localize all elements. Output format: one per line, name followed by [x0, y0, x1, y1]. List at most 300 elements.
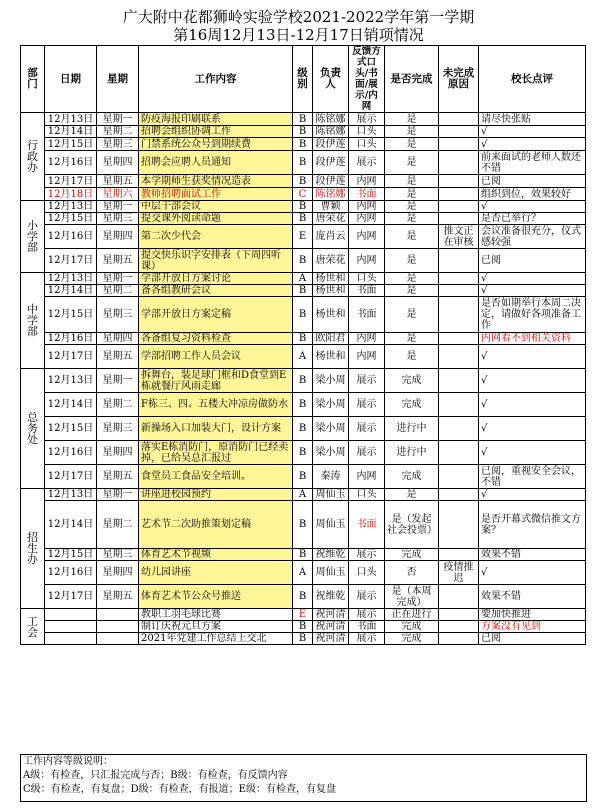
cell-date: 12月16日: [45, 561, 97, 585]
cell-level: B: [293, 113, 313, 126]
table-row: [21, 225, 586, 249]
cell-feedback: 展示: [349, 417, 385, 441]
cell-weekday: 星期二: [97, 126, 139, 138]
cell-content: 备各组教研会议: [139, 285, 293, 297]
cell-owner: 杨世和: [313, 345, 349, 369]
cell-content: 各备组复习资料检查: [139, 333, 293, 345]
cell-done: 进行中: [385, 441, 439, 465]
cell-comment: √: [479, 285, 586, 297]
cell-owner: 祝维乾: [313, 585, 349, 609]
cell-level: B: [293, 126, 313, 138]
table-row: [21, 561, 586, 585]
cell-owner: 梁小周: [313, 393, 349, 417]
cell-weekday: 星期四: [97, 151, 139, 175]
table-row: [21, 175, 586, 188]
cell-reason: [439, 249, 479, 273]
cell-owner: 段伊莲: [313, 151, 349, 175]
cell-done: 是: [385, 151, 439, 175]
cell-weekday: 星期五: [97, 465, 139, 489]
cell-weekday: 星期五: [97, 345, 139, 369]
cell-comment: 效果不错: [479, 549, 586, 561]
cell-weekday: [97, 609, 139, 621]
cell-feedback: 口头: [349, 138, 385, 151]
cell-done: 完成: [385, 549, 439, 561]
cell-feedback: 展示: [349, 609, 385, 621]
cell-date: 12月17日: [45, 345, 97, 369]
table-row: [21, 609, 586, 621]
cell-done: 是: [385, 201, 439, 213]
cell-level: B: [293, 393, 313, 417]
cell-date: 12月17日: [45, 585, 97, 609]
cell-content: 提交快乐识字安排表（下周四听课）: [139, 249, 293, 273]
cell-comment: √: [479, 201, 586, 213]
table-row: [21, 297, 586, 333]
cell-content: 门禁系统公众号到期续费: [139, 138, 293, 151]
cell-feedback: 展示: [349, 633, 385, 645]
cell-level: E: [293, 225, 313, 249]
cell-content: 制订庆祝元旦方案: [139, 621, 293, 633]
cell-reason: [439, 285, 479, 297]
cell-feedback: 内网: [349, 201, 385, 213]
notes-line-1: 工作内容等级说明：: [23, 756, 113, 767]
cell-done: 是: [385, 285, 439, 297]
cell-feedback: 展示: [349, 113, 385, 126]
cell-reason: [439, 188, 479, 201]
cell-done: 完成: [385, 369, 439, 393]
cell-owner: 梁小周: [313, 417, 349, 441]
cell-weekday: 星期二: [97, 285, 139, 297]
cell-date: 12月15日: [45, 213, 97, 225]
cell-weekday: 星期二: [97, 501, 139, 549]
cell-content: 体育艺术节公众号推送: [139, 585, 293, 609]
table-row: [21, 621, 586, 633]
cell-feedback: 展示: [349, 151, 385, 175]
cell-comment: √: [479, 138, 586, 151]
cell-weekday: 星期二: [97, 393, 139, 417]
cell-level: A: [293, 273, 313, 285]
cell-done: 是: [385, 333, 439, 345]
cell-done: 是: [385, 273, 439, 285]
cell-owner: 段伊莲: [313, 138, 349, 151]
cell-comment: 会议准备很充分，仪式感较强: [479, 225, 586, 249]
cell-comment: 方案没有见到: [479, 621, 586, 633]
cell-done: 完成: [385, 621, 439, 633]
cell-owner: 周仙玉: [313, 489, 349, 501]
table-row: [21, 633, 586, 645]
cell-owner: 杨世和: [313, 285, 349, 297]
cell-comment: 请尽快张贴: [479, 113, 586, 126]
cell-comment: 内网看不到相关资料: [479, 333, 586, 345]
cell-content: 防疫海报印刷联系: [139, 113, 293, 126]
cell-owner: 陈铭娜: [313, 126, 349, 138]
cell-date: 12月17日: [45, 175, 97, 188]
cell-date: 12月17日: [45, 249, 97, 273]
cell-comment: √: [479, 273, 586, 285]
table-row: [21, 393, 586, 417]
cell-feedback: 内网: [349, 249, 385, 273]
cell-level: A: [293, 345, 313, 369]
cell-feedback: 展示: [349, 393, 385, 417]
dept-cell: 工会: [21, 609, 45, 645]
cell-weekday: 星期一: [97, 113, 139, 126]
cell-comment: 前来面试的老师人数还不错: [479, 151, 586, 175]
header-level: 级别: [293, 46, 313, 113]
cell-date: 12月16日: [45, 151, 97, 175]
cell-date: 12月16日: [45, 333, 97, 345]
cell-owner: 曹颖: [313, 201, 349, 213]
dept-cell: 总务处: [21, 369, 45, 489]
cell-comment: 已阅: [479, 633, 586, 645]
cell-feedback: 书面: [349, 297, 385, 333]
cell-comment: 已阅: [479, 249, 586, 273]
cell-date: 12月13日: [45, 113, 97, 126]
cell-feedback: 展示: [349, 549, 385, 561]
header-reason: 未完成原因: [439, 46, 479, 113]
cell-reason: [439, 126, 479, 138]
header-content: 工作内容: [139, 46, 293, 113]
header-feedback: 反馈方式口头/书面/展示/内网: [349, 46, 385, 113]
cell-reason: [439, 333, 479, 345]
cell-content: 幼儿园讲座: [139, 561, 293, 585]
cell-done: 是: [385, 138, 439, 151]
cell-comment: √: [479, 345, 586, 369]
cell-done: 是（本周完成）: [385, 585, 439, 609]
cell-weekday: 星期三: [97, 297, 139, 333]
cell-level: B: [293, 621, 313, 633]
cell-level: B: [293, 417, 313, 441]
cell-weekday: 星期一: [97, 201, 139, 213]
table-row: [21, 549, 586, 561]
cell-weekday: 星期四: [97, 441, 139, 465]
table-row: [21, 113, 586, 126]
cell-owner: 陈铭娜: [313, 113, 349, 126]
cell-owner: 祝河清: [313, 633, 349, 645]
cell-feedback: 内网: [349, 213, 385, 225]
cell-level: E: [293, 609, 313, 621]
cell-comment: 已阅，重视安全会议，不错: [479, 465, 586, 489]
table-row: [21, 585, 586, 609]
cell-reason: [439, 549, 479, 561]
cell-owner: 欧阳君: [313, 333, 349, 345]
cell-reason: [439, 609, 479, 621]
cell-reason: [439, 138, 479, 151]
cell-content: 新操场入口加装大门，设计方案: [139, 417, 293, 441]
cell-reason: [439, 489, 479, 501]
cell-date: 12月14日: [45, 126, 97, 138]
cell-content: 中层干部会议: [139, 201, 293, 213]
cell-feedback: 展示: [349, 585, 385, 609]
cell-level: B: [293, 585, 313, 609]
table-row: [21, 151, 586, 175]
cell-feedback: 内网: [349, 225, 385, 249]
table-row: [21, 441, 586, 465]
cell-date: 12月13日: [45, 369, 97, 393]
cell-comment: 组织到位，效果较好: [479, 188, 586, 201]
header-row: [21, 46, 586, 113]
cell-weekday: 星期一: [97, 489, 139, 501]
cell-level: B: [293, 501, 313, 549]
cell-date: [45, 609, 97, 621]
cell-content: 本学期师生获奖情况造表: [139, 175, 293, 188]
cell-level: B: [293, 297, 313, 333]
table-row: [21, 249, 586, 273]
cell-reason: [439, 501, 479, 549]
cell-comment: √: [479, 393, 586, 417]
cell-feedback: 书面: [349, 285, 385, 297]
notes-line-3: C级：有检查，有复盘；D级：有检查，有报道；E级：有检查，有复盘: [23, 784, 336, 795]
cell-reason: [439, 633, 479, 645]
cell-date: 12月15日: [45, 138, 97, 151]
cell-content: 2021年党建工作总结上交北: [139, 633, 293, 645]
table-row: [21, 273, 586, 285]
cell-level: B: [293, 175, 313, 188]
cell-reason: [439, 113, 479, 126]
cell-date: 12月13日: [45, 201, 97, 213]
cell-content: 招聘会组织协调工作: [139, 126, 293, 138]
cell-done: 是: [385, 225, 439, 249]
cell-reason: 疫情推迟: [439, 561, 479, 585]
table-body: [21, 113, 586, 645]
cell-content: 体育艺术节视频: [139, 549, 293, 561]
cell-content: 招聘会应聘人员通知: [139, 151, 293, 175]
header-owner: 负责人: [313, 46, 349, 113]
cell-weekday: 星期三: [97, 417, 139, 441]
table-row: [21, 138, 586, 151]
table-row: [21, 501, 586, 549]
cell-date: 12月14日: [45, 285, 97, 297]
cell-level: B: [293, 138, 313, 151]
cell-reason: [439, 369, 479, 393]
cell-done: 完成: [385, 393, 439, 417]
cell-reason: [439, 417, 479, 441]
cell-level: B: [293, 213, 313, 225]
cell-done: 是: [385, 489, 439, 501]
cell-reason: [439, 151, 479, 175]
cell-done: 是: [385, 113, 439, 126]
cell-weekday: 星期一: [97, 369, 139, 393]
cell-date: 12月14日: [45, 501, 97, 549]
cell-content: 学部开放日方案定稿: [139, 297, 293, 333]
cell-weekday: 星期六: [97, 188, 139, 201]
cell-feedback: 内网: [349, 345, 385, 369]
cell-level: A: [293, 489, 313, 501]
cell-done: 是: [385, 249, 439, 273]
table-row: [21, 188, 586, 201]
cell-done: 是: [385, 126, 439, 138]
cell-level: B: [293, 285, 313, 297]
table-row: [21, 489, 586, 501]
cell-level: B: [293, 633, 313, 645]
cell-reason: [439, 213, 479, 225]
cell-comment: √: [479, 417, 586, 441]
cell-comment: 是否如期举行本周二决定，请做好各项准备工作: [479, 297, 586, 333]
cell-owner: 祝河清: [313, 621, 349, 633]
cell-content: 提交课外阅读命题: [139, 213, 293, 225]
cell-date: 12月13日: [45, 489, 97, 501]
cell-feedback: 口头: [349, 126, 385, 138]
cell-owner: 秦涛: [313, 465, 349, 489]
cell-content: 教师招聘面试工作: [139, 188, 293, 201]
table-row: [21, 126, 586, 138]
cell-owner: 周仙玉: [313, 561, 349, 585]
table-row: [21, 285, 586, 297]
cell-comment: 已阅: [479, 175, 586, 188]
cell-content: F栋三、四、五楼大冲凉房做防水: [139, 393, 293, 417]
dept-cell: 行政办: [21, 113, 45, 201]
cell-comment: 是否开幕式微信推文方案？: [479, 501, 586, 549]
header-date: 日期: [45, 46, 97, 113]
cell-done: 完成: [385, 465, 439, 489]
cell-owner: 周仙玉: [313, 501, 349, 549]
cell-done: 否: [385, 561, 439, 585]
cell-date: 12月15日: [45, 549, 97, 561]
cell-comment: √: [479, 561, 586, 585]
cell-content: 食堂员工食品安全培训。: [139, 465, 293, 489]
header-dept: 部门: [21, 46, 45, 113]
cell-owner: 祝河清: [313, 609, 349, 621]
cell-level: B: [293, 441, 313, 465]
cell-weekday: 星期四: [97, 561, 139, 585]
cell-reason: 推文正在审核: [439, 225, 479, 249]
cell-comment: √: [479, 126, 586, 138]
cell-weekday: 星期三: [97, 213, 139, 225]
cell-comment: √: [479, 441, 586, 465]
cell-done: 进行中: [385, 417, 439, 441]
cell-weekday: 星期四: [97, 225, 139, 249]
cell-owner: 梁小周: [313, 441, 349, 465]
cell-done: 是: [385, 213, 439, 225]
cell-weekday: 星期三: [97, 549, 139, 561]
cell-reason: [439, 297, 479, 333]
cell-reason: [439, 175, 479, 188]
table-row: [21, 345, 586, 369]
table-row: [21, 369, 586, 393]
cell-date: 12月15日: [45, 297, 97, 333]
cell-date: [45, 633, 97, 645]
cell-date: 12月15日: [45, 417, 97, 441]
cell-feedback: 书面: [349, 501, 385, 549]
cell-feedback: 内网: [349, 465, 385, 489]
cell-date: 12月17日: [45, 465, 97, 489]
cell-feedback: 口头: [349, 561, 385, 585]
header-done: 是否完成: [385, 46, 439, 113]
table-row: [21, 333, 586, 345]
cell-reason: [439, 345, 479, 369]
cell-reason: [439, 201, 479, 213]
cell-owner: 陈铭娜: [313, 188, 349, 201]
title-line-2: 第16周12月13日-12月17日销项情况: [173, 26, 424, 44]
cell-date: 12月14日: [45, 393, 97, 417]
cell-level: B: [293, 465, 313, 489]
cell-content: 第二次少代会: [139, 225, 293, 249]
cell-feedback: 书面: [349, 188, 385, 201]
cell-weekday: [97, 621, 139, 633]
cell-weekday: 星期五: [97, 585, 139, 609]
cell-level: A: [293, 561, 313, 585]
cell-reason: [439, 465, 479, 489]
cell-date: 12月16日: [45, 441, 97, 465]
header-comment: 校长点评: [479, 46, 586, 113]
cell-level: B: [293, 151, 313, 175]
cell-reason: [439, 441, 479, 465]
work-table: [20, 45, 586, 645]
cell-done: 是: [385, 345, 439, 369]
cell-owner: 杨世和: [313, 297, 349, 333]
cell-level: C: [293, 188, 313, 201]
cell-feedback: 内网: [349, 175, 385, 188]
cell-content: 学部招聘工作人员会议: [139, 345, 293, 369]
cell-owner: 段伊莲: [313, 175, 349, 188]
header-weekday: 星期: [97, 46, 139, 113]
cell-feedback: 内网: [349, 333, 385, 345]
cell-content: 落实E栋消防门，原消防门已经卖掉，已给吴总汇报过: [139, 441, 293, 465]
cell-content: 学部开放日方案讨论: [139, 273, 293, 285]
dept-cell: 小学部: [21, 201, 45, 273]
cell-feedback: 展示: [349, 441, 385, 465]
cell-weekday: 星期五: [97, 249, 139, 273]
cell-comment: 要加快推进: [479, 609, 586, 621]
document-title: [0, 0, 597, 44]
cell-weekday: [97, 633, 139, 645]
cell-owner: 梁小周: [313, 369, 349, 393]
table-row: [21, 201, 586, 213]
cell-comment: 是否已举行？: [479, 213, 586, 225]
cell-reason: [439, 393, 479, 417]
cell-done: 完成: [385, 633, 439, 645]
table-row: [21, 213, 586, 225]
table-row: [21, 417, 586, 441]
level-notes: [20, 754, 587, 802]
cell-done: 是（发起社会投票）: [385, 501, 439, 549]
cell-level: B: [293, 369, 313, 393]
cell-date: 12月18日: [45, 188, 97, 201]
cell-comment: √: [479, 369, 586, 393]
cell-owner: 祝维乾: [313, 549, 349, 561]
cell-comment: √: [479, 489, 586, 501]
cell-reason: [439, 273, 479, 285]
cell-owner: 唐荣花: [313, 249, 349, 273]
cell-owner: 庞肖云: [313, 225, 349, 249]
cell-done: 是: [385, 297, 439, 333]
cell-feedback: 展示: [349, 369, 385, 393]
cell-weekday: 星期三: [97, 138, 139, 151]
cell-owner: 唐荣花: [313, 213, 349, 225]
cell-done: 是: [385, 175, 439, 188]
cell-feedback: 书面: [349, 621, 385, 633]
cell-content: 拆舞台，装足球门框和D食堂到E栋就餐厅风雨走廊: [139, 369, 293, 393]
cell-level: B: [293, 249, 313, 273]
cell-date: [45, 621, 97, 633]
cell-weekday: 星期五: [97, 175, 139, 188]
cell-reason: [439, 585, 479, 609]
cell-weekday: 星期一: [97, 273, 139, 285]
cell-content: 艺术节二次助推策划定稿: [139, 501, 293, 549]
cell-owner: 杨世和: [313, 273, 349, 285]
cell-content: 教职工羽毛球比赛: [139, 609, 293, 621]
cell-level: B: [293, 549, 313, 561]
dept-cell: 中学部: [21, 273, 45, 369]
cell-feedback: 口头: [349, 273, 385, 285]
cell-weekday: 星期四: [97, 333, 139, 345]
cell-done: 正在进行: [385, 609, 439, 621]
cell-comment: 效果不错: [479, 585, 586, 609]
cell-done: 是: [385, 188, 439, 201]
cell-date: 12月16日: [45, 225, 97, 249]
cell-feedback: 口头: [349, 489, 385, 501]
title-line-1: 广大附中花都狮岭实验学校2021-2022学年第一学期: [122, 8, 475, 26]
cell-content: 讲座进校园预约: [139, 489, 293, 501]
cell-reason: [439, 621, 479, 633]
